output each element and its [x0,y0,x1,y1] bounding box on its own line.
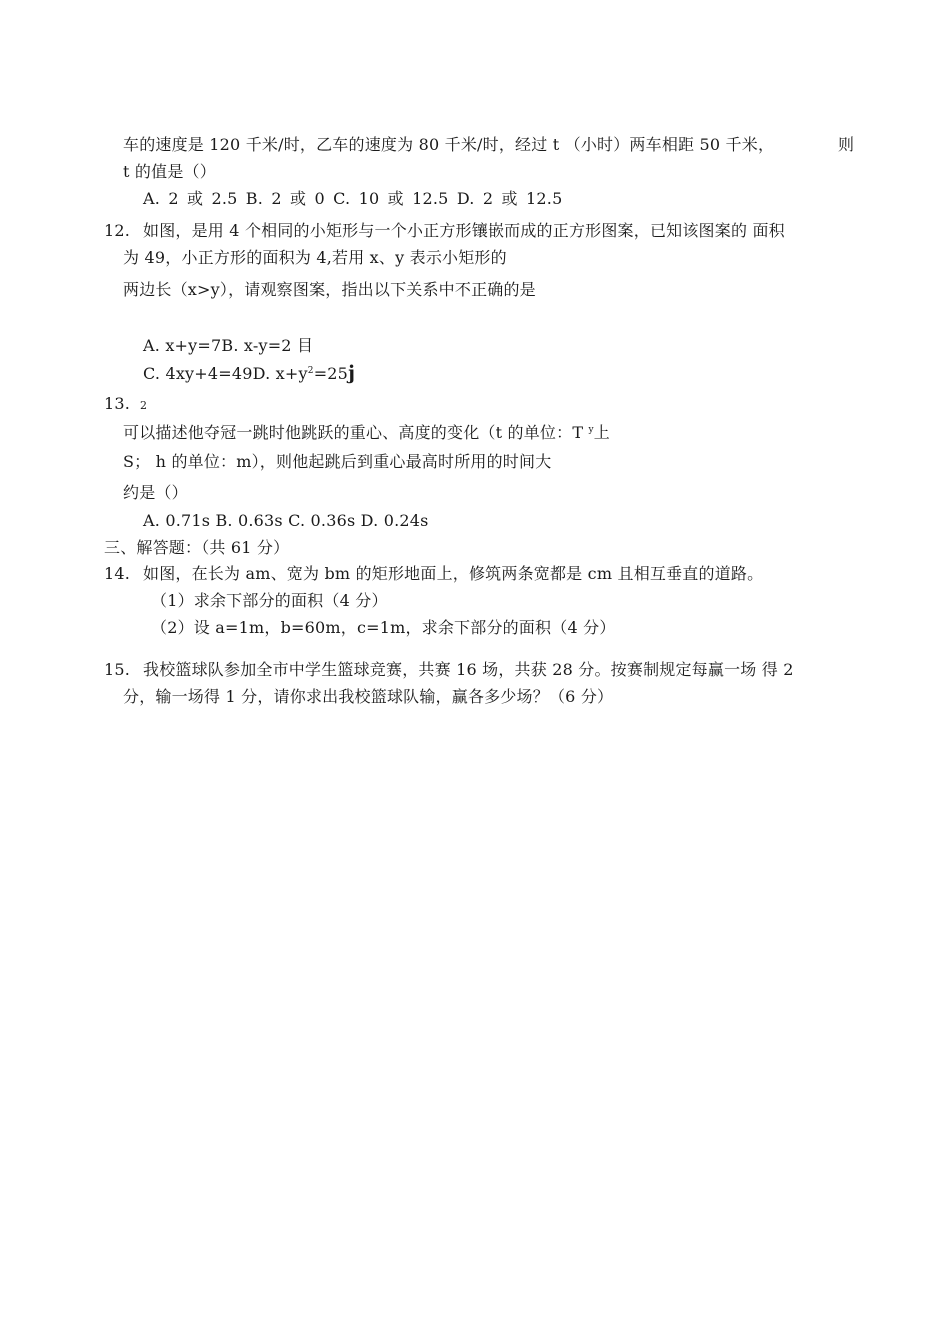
q13-line1-sup: y [588,425,594,435]
q12-option-cd [143,363,355,384]
q12-option-c-mark: j [348,362,356,384]
q12-line2: 为 49，小正方形的面积为 4,若用 x、y 表示小矩形的 [123,248,507,267]
q12-number: 12. [104,221,131,240]
q12-option-ab: A. x+y=7B. x-y=2 目 [143,336,314,355]
q12-line3: 两边长（x>y），请观察图案，指出以下关系中不正确的是 [123,280,536,299]
q12-option-c-post: =25 [313,364,349,383]
q14-number: 14. [104,564,131,583]
q11-line1-tail: 则 [838,135,855,154]
q14-line1: 如图，在长为 am、宽为 bm 的矩形地面上，修筑两条宽都是 cm 且相互垂直的道路。 [143,564,764,583]
q11-line1: 车的速度是 120 千米/时，乙车的速度为 80 千米/时，经过 t （小时）两车相距 50 千米， [123,135,775,154]
q15-number: 15. [104,660,131,679]
q11-line2: t 的值是（） [123,162,216,181]
q13-number-sub: 2 [140,399,148,412]
q15-line1: 我校篮球队参加全市中学生篮球竞赛，共赛 16 场，共获 28 分。按赛制规定每赢一场 得 2 [143,660,794,679]
q13-line1 [123,423,610,443]
q12-option-c-pre: C. 4xy+4=49D. x+y [143,364,308,383]
q15-line2: 分，输一场得 1 分，请你求出我校篮球队输，赢各多少场？（6 分） [123,687,614,706]
q13-line2: S； h 的单位：m），则他起跳后到重心最高时所用的时间大 [123,452,552,471]
q12-option-c-sup: 2 [307,366,314,376]
q13-line3: 约是（） [123,483,188,502]
q12-line1: 如图，是用 4 个相同的小矩形与一个小正方形镶嵌而成的正方形图案，已知该图案的 面积 [143,221,785,240]
q14-sub2: （2）设 a=1m，b=60m，c=1m，求余下部分的面积（4 分） [151,618,616,637]
q13-line1-post: 上 [593,423,610,442]
q13-line1-pre: 可以描述他夺冠一跳时他跳跃的重心、高度的变化（t 的单位：T [123,423,584,442]
q13-number: 13. [104,394,131,413]
q14-sub1: （1）求余下部分的面积（4 分） [151,591,388,610]
section3-heading: 三、解答题：（共 61 分） [104,538,290,557]
q11-options: A. 2 或 2.5 B. 2 或 0 C. 10 或 12.5 D. 2 或 12.5 [143,189,563,208]
q13-options: A. 0.71s B. 0.63s C. 0.36s D. 0.24s [143,511,429,530]
